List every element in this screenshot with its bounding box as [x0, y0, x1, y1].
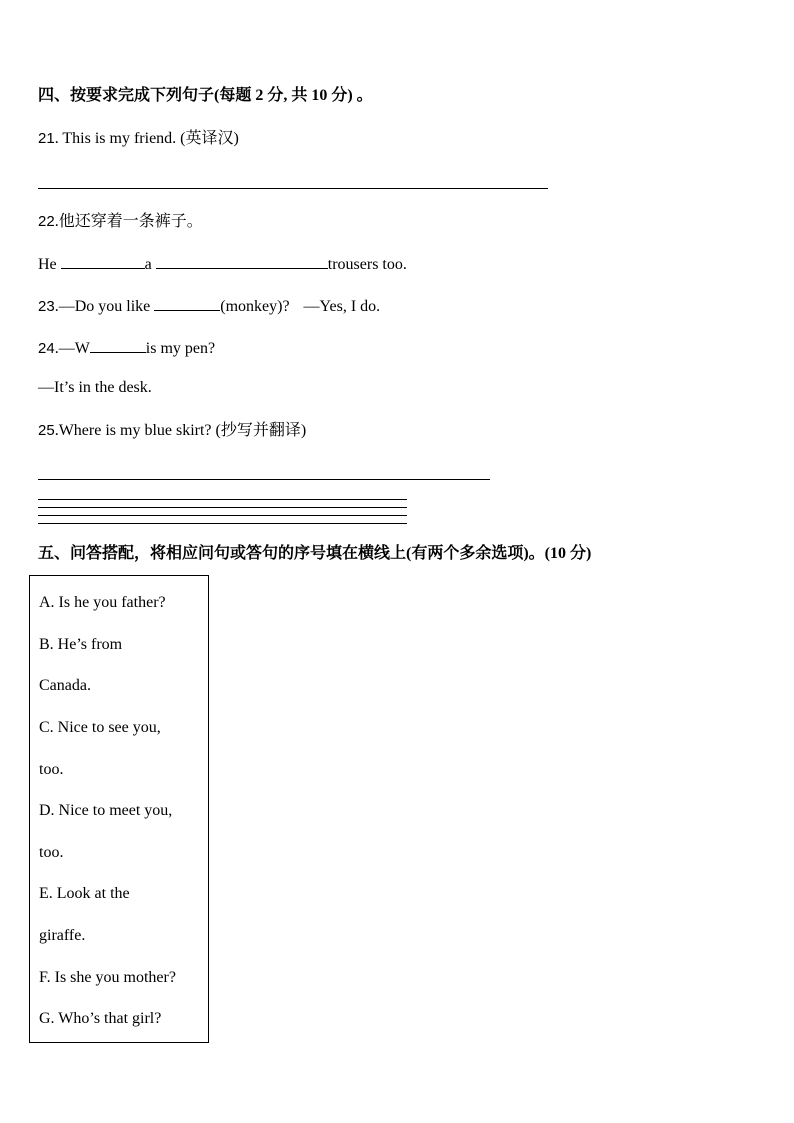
question-text: .Where is my blue skirt? (抄写并翻译) [54, 422, 307, 439]
option-line: C. Nice to see you, [39, 719, 161, 736]
question-23 [38, 296, 380, 317]
section-4-heading: 四、按要求完成下列句子(每题 2 分, 共 10 分) 。 [38, 87, 373, 104]
question-number: 23 [38, 298, 55, 315]
question-number: 24 [38, 340, 55, 357]
blank-23[interactable] [154, 296, 220, 311]
question-text: . This is my friend. (英译汉) [54, 130, 239, 147]
question-24 [38, 338, 215, 359]
option-line: D. Nice to meet you, [39, 802, 173, 819]
writing-line-2[interactable] [38, 507, 407, 508]
option-line: giraffe. [39, 927, 86, 944]
question-25 [38, 421, 306, 441]
question-22-prompt [38, 212, 203, 232]
question-hint: (monkey)? [220, 298, 290, 315]
question-21 [38, 129, 239, 149]
options-box [29, 575, 209, 1043]
question-text-end: is my pen? [145, 340, 216, 357]
word-he: He [38, 256, 57, 273]
answer-line-21[interactable] [38, 188, 548, 189]
option-line: F. Is she you mother? [39, 969, 176, 986]
writing-line-1[interactable] [38, 499, 407, 500]
question-text: .—Do you like [54, 298, 151, 315]
option-line: too. [39, 844, 64, 861]
word-trousers: trousers too. [327, 256, 407, 273]
word-a: a [144, 256, 152, 273]
writing-line-4[interactable] [38, 523, 407, 524]
blank-22-2[interactable] [156, 254, 328, 269]
blank-24[interactable] [90, 338, 146, 353]
answer-line-25[interactable] [38, 479, 490, 480]
answer-text: —Yes, I do. [303, 298, 381, 315]
question-text: .他还穿着一条裤子。 [54, 213, 203, 230]
option-line: too. [39, 761, 64, 778]
option-line: A. Is he you father? [39, 594, 166, 611]
option-line: Canada. [39, 677, 91, 694]
option-line: G. Who’s that girl? [39, 1010, 162, 1027]
question-22-fill [38, 254, 407, 275]
option-line: E. Look at the [39, 885, 130, 902]
section-5-heading: 五、问答搭配，将相应问句或答句的序号填在横线上(有两个多余选项)。(10 分) [38, 545, 592, 562]
blank-22-1[interactable] [61, 254, 145, 269]
question-text: .—W [54, 340, 90, 357]
question-number: 22 [38, 213, 55, 230]
writing-line-3[interactable] [38, 515, 407, 516]
question-number: 21 [38, 130, 55, 147]
question-24-answer: —It’s in the desk. [38, 379, 152, 396]
option-line: B. He’s from [39, 636, 123, 653]
question-number: 25 [38, 422, 55, 439]
